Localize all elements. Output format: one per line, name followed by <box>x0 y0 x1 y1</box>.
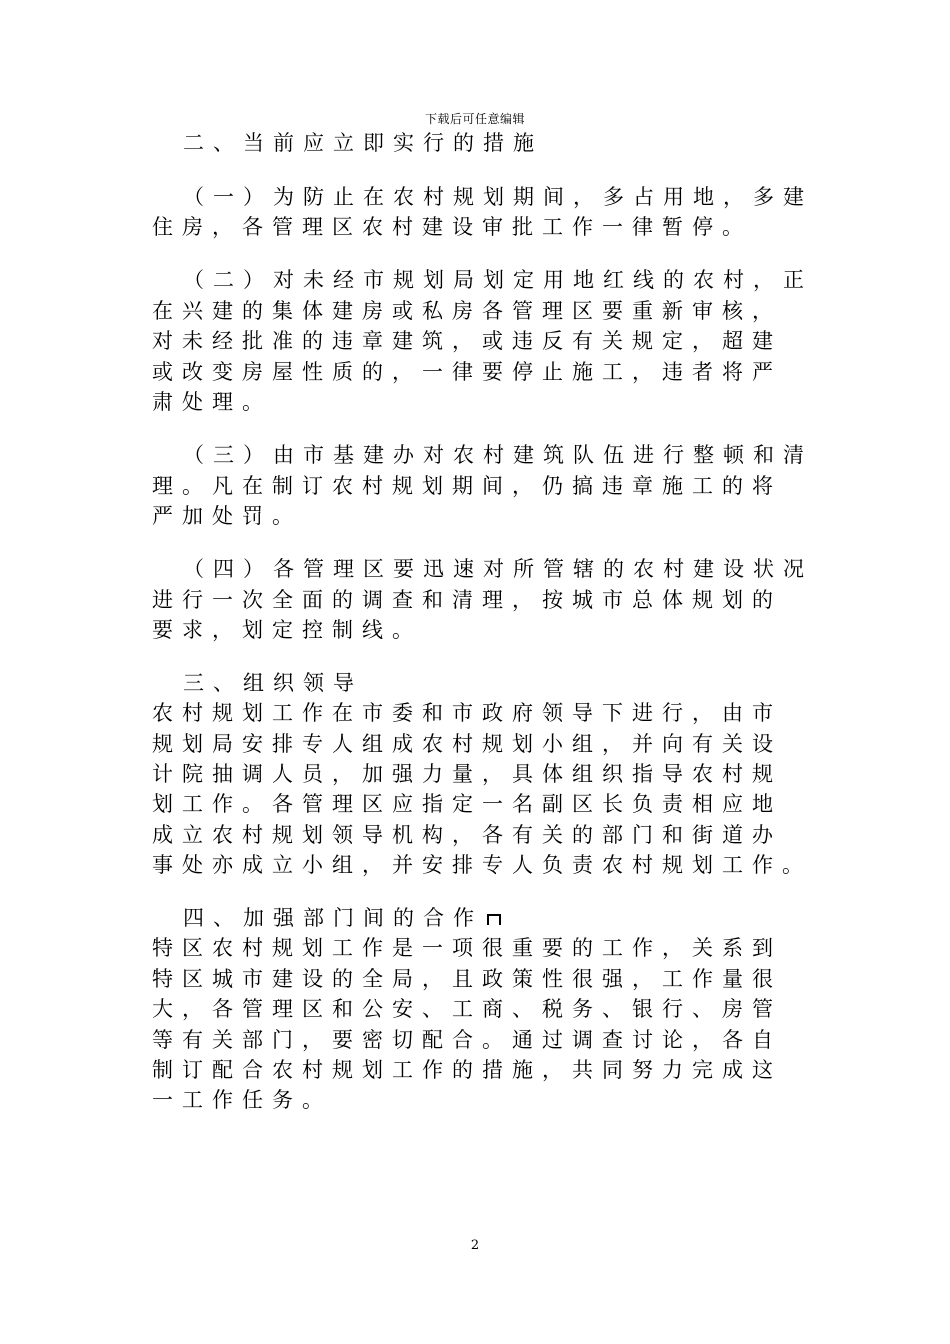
page-header: 下载后可任意编辑 <box>424 112 525 126</box>
paragraph-line: 理。凡在制订农村规划期间，仍搞违章施工的将 <box>152 474 782 498</box>
paragraph-line: 严加处罚。 <box>152 504 302 528</box>
page-number: 2 <box>470 1238 480 1253</box>
paragraph-line: （三）由市基建办对农村建筑队伍进行整顿和清 <box>183 443 813 467</box>
paragraph-line: （四）各管理区要迅速对所管辖的农村建设状况 <box>183 557 813 581</box>
section-heading-3: 三、组织领导 <box>183 671 363 695</box>
paragraph-line: 特区农村规划工作是一项很重要的工作，关系到 <box>152 936 782 960</box>
paragraph-line: 肃处理。 <box>152 390 272 414</box>
paragraph-line: 要求，划定控制线。 <box>152 618 422 642</box>
paragraph-line: （一）为防止在农村规划期间，多占用地，多建 <box>183 185 813 209</box>
section-heading-4: 四、加强部门间的合作 <box>183 906 483 930</box>
paragraph-line: 成立农村规划领导机构，各有关的部门和街道办 <box>152 823 782 847</box>
paragraph-line: 等有关部门，要密切配合。通过调查讨论，各自 <box>152 1028 782 1052</box>
paragraph-line: 制订配合农村规划工作的措施，共同努力完成这 <box>152 1058 782 1082</box>
paragraph-line: 一工作任务。 <box>152 1088 332 1112</box>
paragraph-line: 住房，各管理区农村建设审批工作一律暂停。 <box>152 215 752 239</box>
section-heading-2: 二、当前应立即实行的措施 <box>183 131 543 155</box>
paragraph-line: 计院抽调人员，加强力量，具体组织指导农村规 <box>152 762 782 786</box>
paragraph-line: 对未经批准的违章建筑，或违反有关规定，超建 <box>152 329 782 353</box>
paragraph-line: 进行一次全面的调查和清理，按城市总体规划的 <box>152 588 782 612</box>
paragraph-line: 在兴建的集体建房或私房各管理区要重新审核， <box>152 299 782 323</box>
paragraph-line: 划工作。各管理区应指定一名副区长负责相应地 <box>152 792 782 816</box>
paragraph-line: 特区城市建设的全局，且政策性很强，工作量很 <box>152 967 782 991</box>
paragraph-line: 大，各管理区和公安、工商、税务、银行、房管 <box>152 997 782 1021</box>
paragraph-line: （二）对未经市规划局划定用地红线的农村，正 <box>183 268 813 292</box>
paragraph-line: 农村规划工作在市委和市政府领导下进行，由市 <box>152 701 782 725</box>
bracket-mark-icon <box>486 912 502 926</box>
paragraph-line: 规划局安排专人组成农村规划小组，并向有关设 <box>152 732 782 756</box>
paragraph-line: 事处亦成立小组，并安排专人负责农村规划工作。 <box>152 853 812 877</box>
paragraph-line: 或改变房屋性质的，一律要停止施工，违者将严 <box>152 360 782 384</box>
